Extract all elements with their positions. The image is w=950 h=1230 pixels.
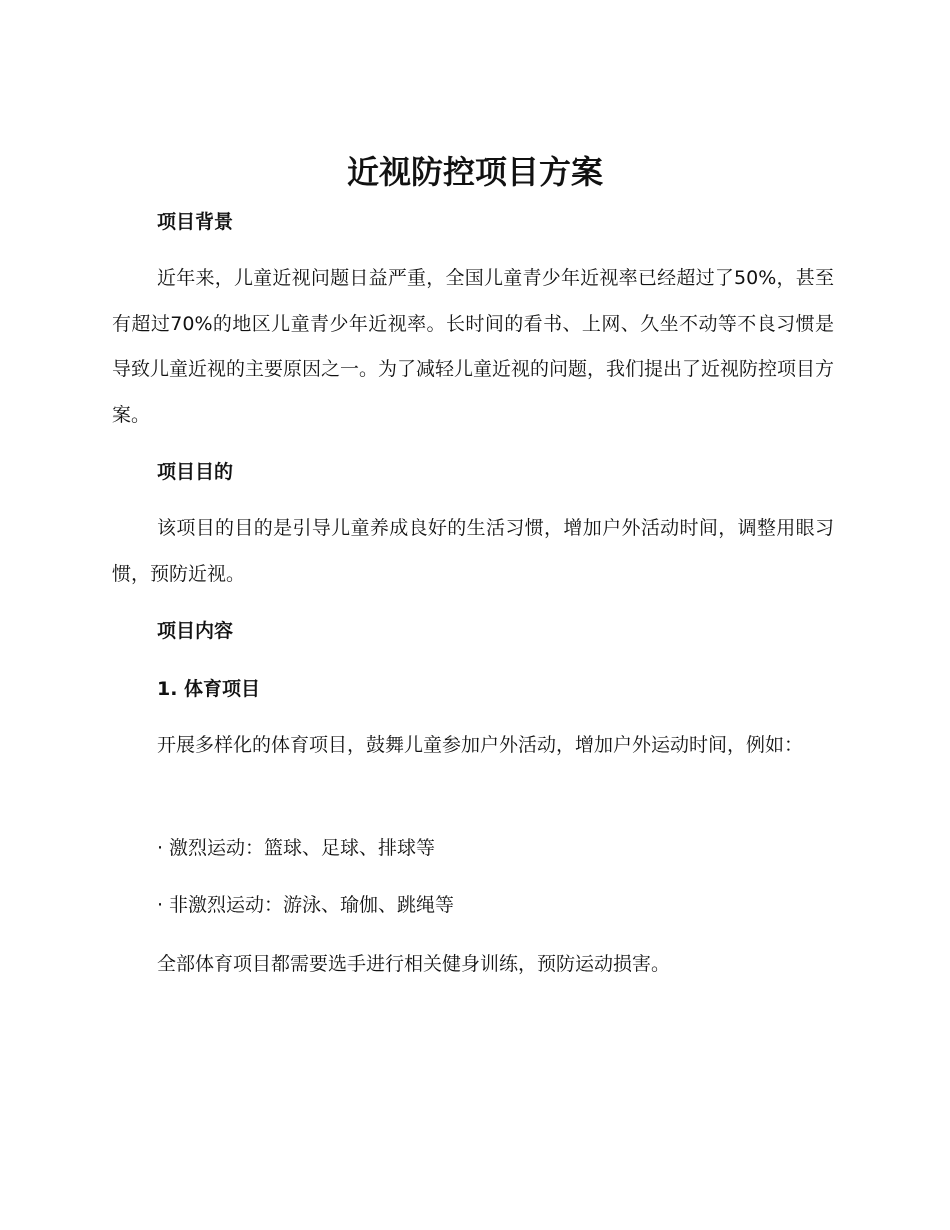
paragraph-sports: 开展多样化的体育项目，鼓舞儿童参加户外活动，增加户外运动时间，例如：: [157, 734, 804, 756]
paragraph-purpose: 该项目的目的是引导儿童养成良好的生活习惯，增加户外活动时间，调整用眼习惯，预防近视。: [112, 517, 834, 585]
bullet-text: 非激烈运动：游泳、瑜伽、跳绳等: [169, 894, 455, 916]
paragraph-background: 近年来，儿童近视问题日益严重，全国儿童青少年近视率已经超过了50%，甚至有超过70%的地区儿童青少年近视率。长时间的看书、上网、久坐不动等不良习惯是导致儿童近视的主要原因之一。为了减轻儿童近视的问题，我们提出了近视防控项目方案。: [112, 267, 835, 426]
bullet-dot-icon: ·: [157, 894, 164, 916]
paragraph-closing: 全部体育项目都需要选手进行相关健身训练，预防运动损害。: [157, 953, 671, 975]
heading-background: 项目背景: [157, 211, 234, 233]
bullet-text: 激烈运动：篮球、足球、排球等: [169, 837, 436, 859]
bullet-dot-icon: ·: [157, 837, 164, 859]
document-title: 近视防控项目方案: [346, 153, 603, 191]
heading-purpose: 项目目的: [157, 461, 234, 483]
subheading-sports: 1. 体育项目: [157, 678, 261, 700]
list-item: [157, 890, 454, 920]
list-item: [157, 833, 435, 863]
heading-content: 项目内容: [157, 620, 234, 642]
